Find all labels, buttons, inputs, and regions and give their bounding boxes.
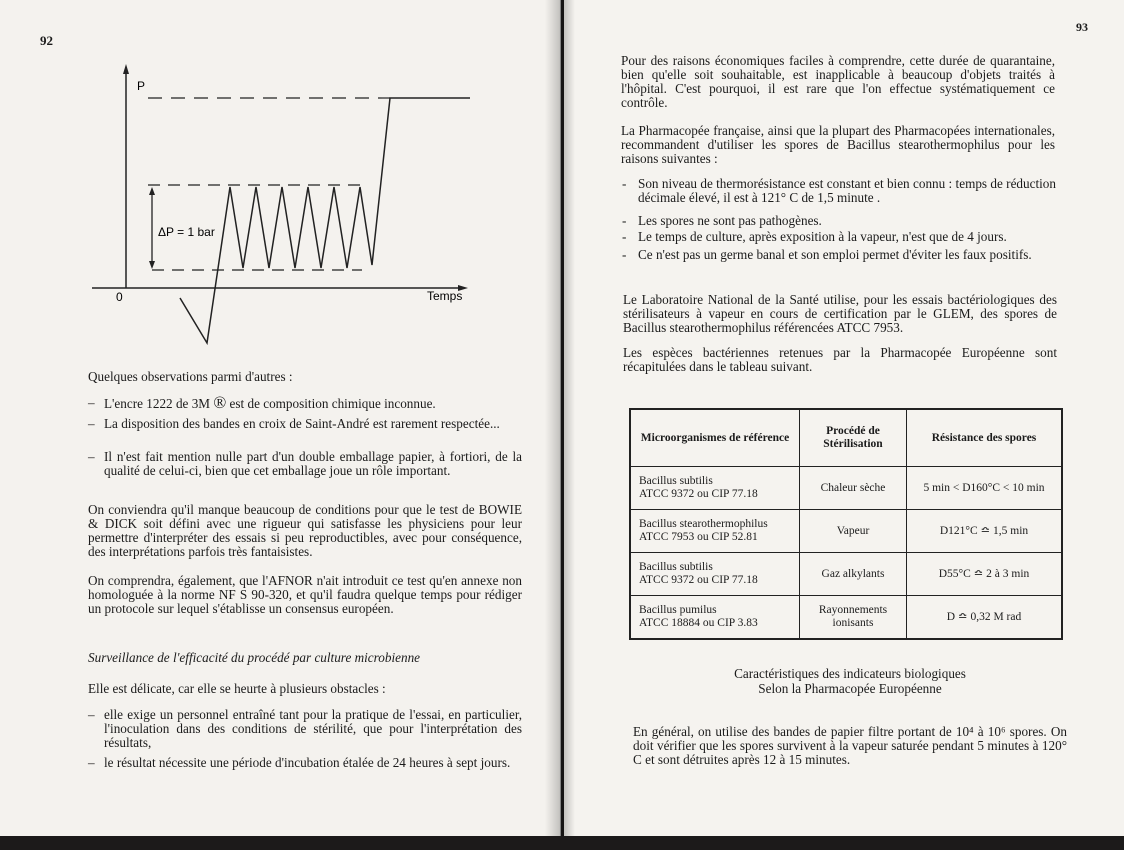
reason-item: - Le temps de culture, après exposition à la vapeur, n'est que de 4 jours.	[622, 229, 1007, 244]
organism-cell: Bacillus pumilus ATCC 18884 ou CIP 3.83	[630, 596, 800, 640]
delta-p-label: ΔP = 1 bar	[158, 225, 215, 239]
reason-item: - Son niveau de thermorésistance est constant et bien connu : temps de réduction décimale élevé, il est à 121° C de 1,5 minute .	[622, 176, 1056, 205]
resistance-cell: D ≏ 0,32 M rad	[907, 596, 1063, 640]
resistance-cell: D121°C ≏ 1,5 min	[907, 510, 1063, 553]
process-cell: Rayonnements ionisants	[800, 596, 907, 640]
table-row	[630, 596, 1062, 640]
organism-cell: Bacillus stearothermophilus ATCC 7953 ou CIP 52.81	[630, 510, 800, 553]
table-header-row	[630, 409, 1062, 467]
obstacle-item: – elle exige un personnel entraîné tant pour la pratique de l'essai, en particulier, l'inoculation dans des conditions de stérilité, que pour l'interprétation des résultats,	[88, 707, 522, 750]
organism-cell: Bacillus subtilis ATCC 9372 ou CIP 77.18	[630, 467, 800, 510]
obstacle-item: – le résultat nécessite une période d'incubation étalée de 24 heures à sept jours.	[88, 755, 511, 770]
table-header: Microorganismes de référence	[630, 409, 800, 467]
y-axis-arrow	[123, 64, 129, 74]
observations-intro: Quelques observations parmi d'autres :	[88, 369, 293, 384]
bowie-dick-paragraph: On conviendra qu'il manque beaucoup de conditions pour que le test de BOWIE & DICK soit défini avec une rigueur qui satisfasse les physiciens pour leur permettre d'interpréter des essais si peu reproductibles, avec pour conséquence, des interprétations parfois très fantaisistes.	[88, 502, 522, 559]
especes-paragraph: Les espèces bactériennes retenues par la Pharmacopée Européenne sont récapitulées dans le tableau suivant.	[623, 345, 1057, 374]
pressure-time-diagram	[0, 0, 560, 360]
reason-item: - Ce n'est pas un germe banal et son emploi permet d'éviter les faux positifs.	[622, 247, 1032, 262]
resistance-cell: D55°C ≏ 2 à 3 min	[907, 553, 1063, 596]
registered-mark: ®	[213, 393, 227, 412]
quarantine-paragraph: Pour des raisons économiques faciles à comprendre, cette durée de quarantaine, bien qu'elle soit souhaitable, est inapplicable à beaucoup d'objets traités à l'hôpital. C'est pourquoi, il est rare que l'on effectue systématiquement ce contrôle.	[621, 53, 1055, 110]
left-page	[0, 0, 561, 836]
pharmacopee-paragraph: La Pharmacopée française, ainsi que la plupart des Pharmacopées internationales, recommandent d'utiliser les spores de Bacillus stearothermophilus pour les raisons suivantes :	[621, 123, 1055, 166]
process-cell: Chaleur sèche	[800, 467, 907, 510]
resistance-cell: 5 min < D160°C < 10 min	[907, 467, 1063, 510]
origin-label: 0	[116, 290, 123, 304]
bandes-paragraph: En général, on utilise des bandes de papier filtre portant de 10⁴ à 10⁶ spores. On doit vérifier que les spores survivent à la vapeur saturée pendant 5 minutes à 120° C et sont détruites après 12 à 15 minutes.	[633, 724, 1067, 767]
afnor-paragraph: On comprendra, également, que l'AFNOR n'ait introduit ce test qu'en annexe non homologuée à la norme NF S 90-320, et qu'il faudra quelque temps pour rédiger un protocole sur lequel s'établisse un consensus européen.	[88, 573, 522, 616]
table-caption: Caractéristiques des indicateurs biologiques Selon la Pharmacopée Européenne	[734, 666, 966, 696]
table-row	[630, 510, 1062, 553]
table-row	[630, 553, 1062, 596]
page-number-right: 93	[1076, 20, 1088, 34]
organism-cell: Bacillus subtilis ATCC 9372 ou CIP 77.18	[630, 553, 800, 596]
x-axis-label: Temps	[427, 289, 463, 303]
process-cell: Vapeur	[800, 510, 907, 553]
observation-item: – Il n'est fait mention nulle part d'un double emballage papier, à fortiori, de la qualité de celui-ci, bien que cet emballage joue un rôle important.	[88, 449, 522, 478]
table-header: Résistance des spores	[907, 409, 1063, 467]
page-number-left: 92	[40, 33, 53, 48]
pressure-curve	[180, 98, 470, 343]
section-heading: Surveillance de l'efficacité du procédé par culture microbienne	[88, 650, 421, 665]
y-axis-label: P	[137, 79, 146, 93]
reference-organisms-table	[629, 408, 1063, 640]
section-intro: Elle est délicate, car elle se heurte à plusieurs obstacles :	[88, 681, 386, 696]
reason-item: - Les spores ne sont pas pathogènes.	[622, 213, 822, 228]
observation-item: – La disposition des bandes en croix de Saint-André est rarement respectée...	[88, 416, 500, 431]
laboratoire-paragraph: Le Laboratoire National de la Santé utilise, pour les essais bactériologiques des stérilisateurs à vapeur en cours de certification par le GLEM, des spores de Bacillus stearothermophilus référencées ATCC 7953.	[623, 292, 1057, 335]
process-cell: Gaz alkylants	[800, 553, 907, 596]
observation-item: – L'encre 1222 de 3M ® est de composition chimique inconnue.	[88, 393, 436, 412]
table-row	[630, 467, 1062, 510]
table-header: Procédé de Stérilisation	[800, 409, 907, 467]
